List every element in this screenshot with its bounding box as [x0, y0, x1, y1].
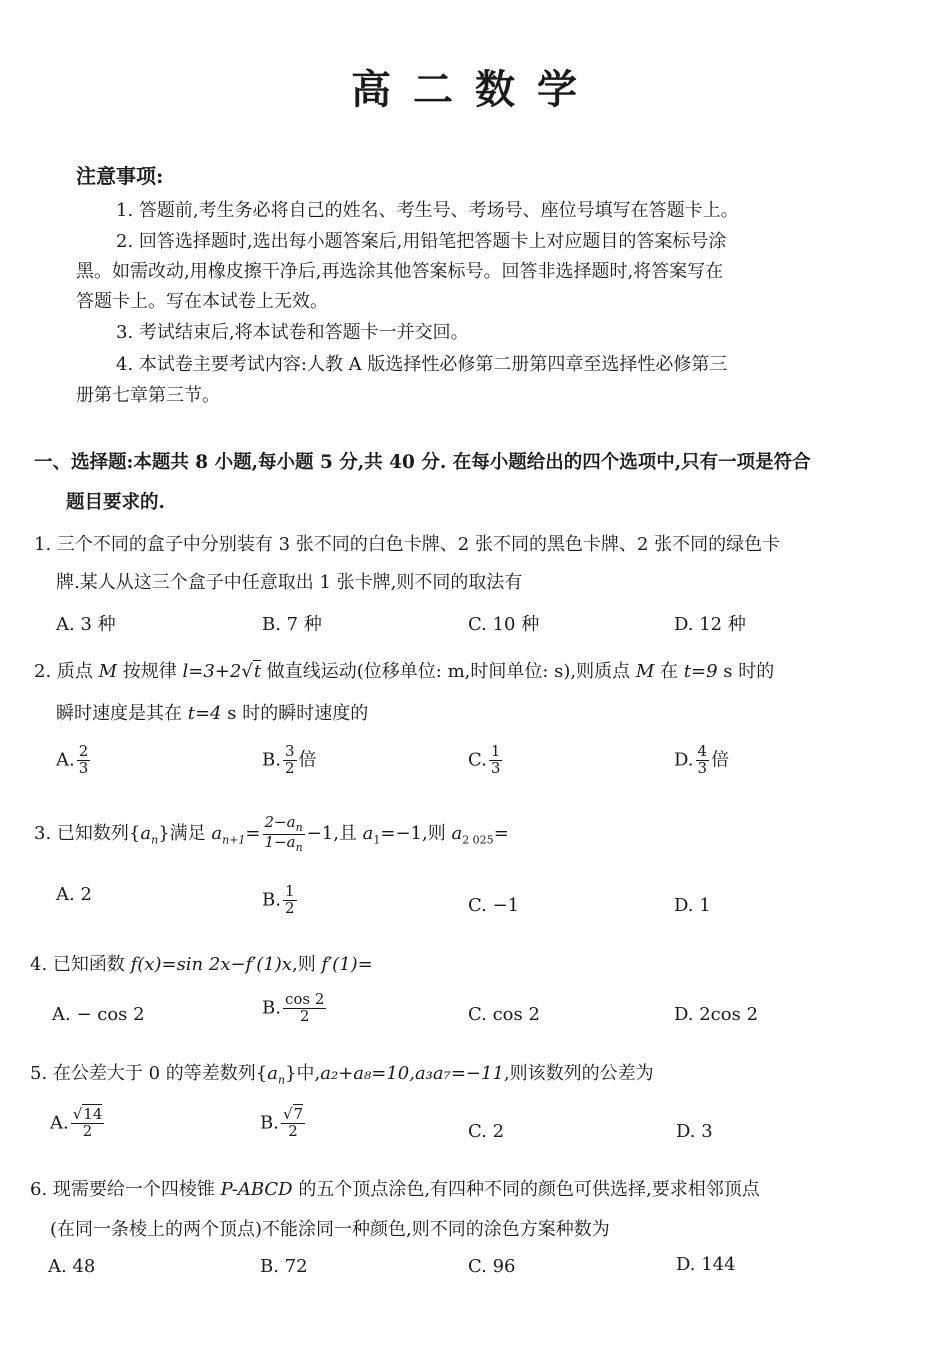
question-2-option-b: B. $\frac{3}{2}$ 倍 — [262, 742, 317, 777]
question-6-option-a: A. 48 — [48, 1256, 96, 1277]
question-5-option-d: D. 3 — [676, 1121, 713, 1142]
page-title: 高二数学 — [351, 66, 599, 113]
question-1-line-1: 1. 三个不同的盒子中分别装有 3 张不同的白色卡牌、2 张不同的黑色卡牌、2 张不同的绿色卡 — [34, 534, 781, 555]
question-6-option-d: D. 144 — [676, 1254, 736, 1275]
notice-heading: 注意事项: — [76, 164, 164, 188]
question-4-option-a: A. − cos 2 — [52, 1004, 145, 1025]
question-4-option-c: C. cos 2 — [468, 1004, 540, 1025]
notice-line-4: 答题卡上。写在本试卷上无效。 — [76, 291, 328, 312]
question-6-line-2: (在同一条棱上的两个顶点)不能涂同一种颜色,则不同的涂色方案种数为 — [50, 1219, 610, 1240]
question-1-option-d: D. 12 种 — [674, 614, 746, 635]
notice-line-1: 1. 答题前,考生务必将自己的姓名、考生号、考场号、座位号填写在答题卡上。 — [116, 200, 739, 221]
question-1-option-b: B. 7 种 — [262, 614, 322, 635]
section-1-heading-cont: 题目要求的. — [66, 492, 165, 513]
question-2-line-1: 2. 质点 M 按规律 l=3+2√t 做直线运动(位移单位: m,时间单位: s),则质点 M 在 t=9 s 时的 — [34, 661, 775, 682]
question-1-option-a: A. 3 种 — [56, 614, 116, 635]
question-1-line-2: 牌.某人从这三个盒子中任意取出 1 张卡牌,则不同的取法有 — [56, 572, 523, 593]
question-6-line-1: 6. 现需要给一个四棱锥 P-ABCD 的五个顶点涂色,有四种不同的颜色可供选择,要求相邻顶点 — [30, 1179, 760, 1200]
question-6-option-c: C. 96 — [468, 1256, 516, 1277]
question-3-option-a: A. 2 — [56, 884, 92, 905]
notice-line-2: 2. 回答选择题时,选出每小题答案后,用铅笔把答题卡上对应题目的答案标号涂 — [116, 231, 727, 252]
question-2-option-a: A. $\frac{2}{3}$ — [56, 742, 89, 777]
question-2-option-c: C. $\frac{1}{3}$ — [468, 742, 501, 777]
question-3-option-d: D. 1 — [674, 895, 711, 916]
question-3-option-b: B. $\frac{1}{2}$ — [262, 882, 295, 917]
question-5-option-c: C. 2 — [468, 1121, 505, 1142]
question-2-option-d: D. $\frac{4}{3}$ 倍 — [674, 742, 730, 777]
question-4-option-b: B. $\frac{\cos 2}{2}$ — [262, 990, 325, 1025]
question-3-line-1: 3. 已知数列$\{a_n\}$满足 $a_{n+1}=$ $\frac{2-a_n}{1-a_n}$ −1,且 $a_1=-1$,则 $a_{2 025}=$ — [34, 813, 509, 854]
notice-line-5: 3. 考试结束后,将本试卷和答题卡一并交回。 — [116, 322, 469, 343]
question-1-option-c: C. 10 种 — [468, 614, 540, 635]
notice-line-3: 黑。如需改动,用橡皮擦干净后,再选涂其他答案标号。回答非选择题时,将答案写在 — [76, 261, 724, 282]
question-5-option-b: B. $\frac{√7}{2}$ — [260, 1105, 304, 1140]
question-3-option-c: C. −1 — [468, 895, 520, 916]
question-5-line-1: 5. 在公差大于 0 的等差数列$\{a_n\}$中,a₂+a₈=10,a₃a₇=−11,则该数列的公差为 — [30, 1063, 654, 1087]
question-6-option-b: B. 72 — [260, 1256, 308, 1277]
notice-line-7: 册第七章第三节。 — [76, 385, 220, 406]
notice-line-6: 4. 本试卷主要考试内容:人教 A 版选择性必修第二册第四章至选择性必修第三 — [116, 354, 728, 375]
section-1-heading: 一、选择题:本题共 8 小题,每小题 5 分,共 40 分. 在每小题给出的四个选项中,只有一项是符合 — [34, 452, 811, 473]
question-4-option-d: D. 2cos 2 — [674, 1004, 759, 1025]
question-5-option-a: A. $\frac{√14}{2}$ — [50, 1105, 103, 1140]
question-2-line-2: 瞬时速度是其在 t=4 s 时的瞬时速度的 — [56, 703, 369, 724]
question-4-line-1: 4. 已知函数 f(x)=sin 2x−f′(1)x,则 f′(1)= — [30, 954, 373, 975]
